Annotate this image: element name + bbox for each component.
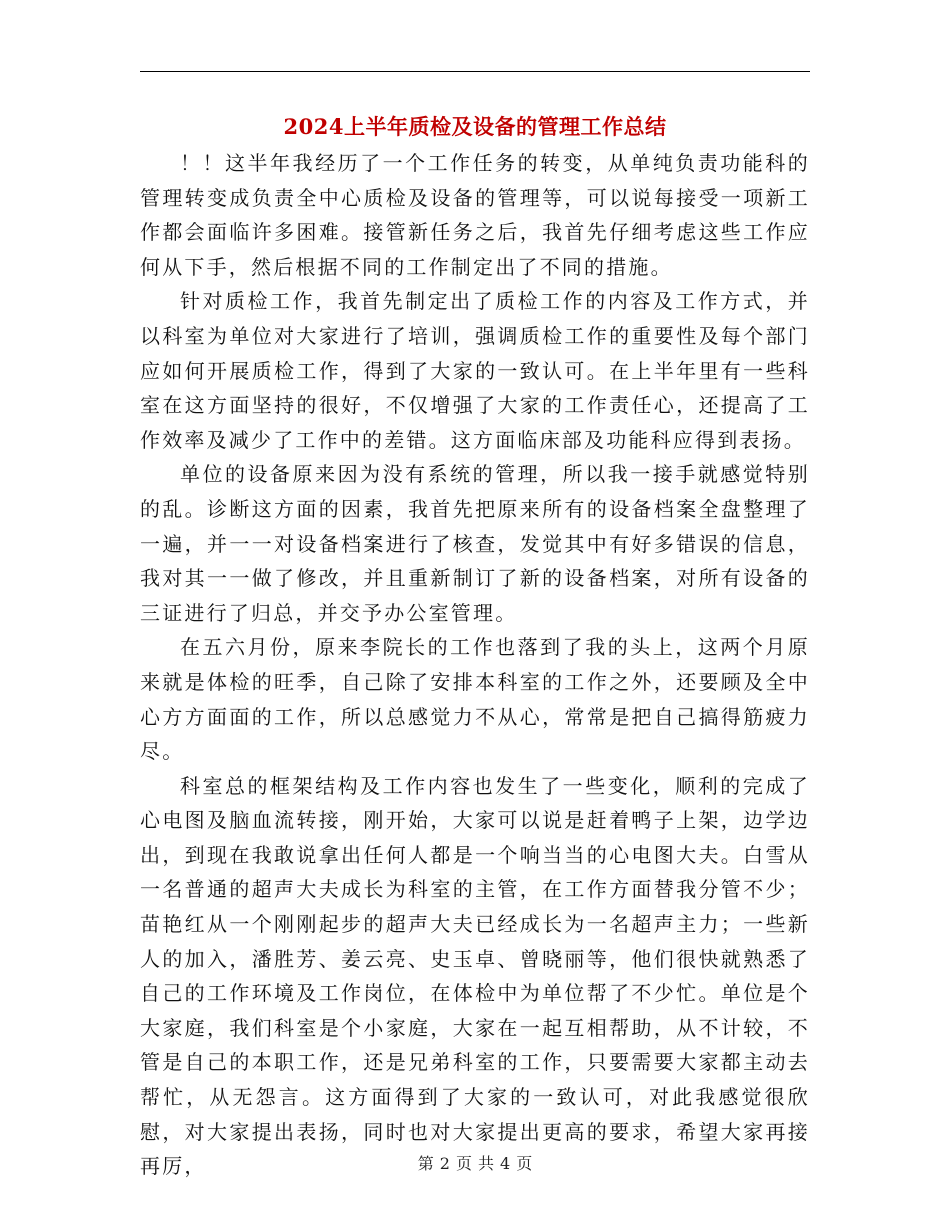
footer-total-word: 共 bbox=[478, 1154, 495, 1173]
footer-total-pages: 4 bbox=[500, 1154, 511, 1173]
paragraph-5: 科室总的框架结构及工作内容也发生了一些变化，顺利的完成了心电图及脑血流转接，刚开始，大家可以说是赶着鸭子上架，边学边出，到现在我敢说拿出任何人都是一个响当当的心电图大夫。白雪从一名普通的超声大夫成长为科室的主管，在工作方面替我分管不少；苗艳红从一个刚刚起步的超声大夫已经成长为一名超声主力；一些新人的加入，潘胜芳、姜云亮、史玉卓、曾晓丽等，他们很快就熟悉了自己的工作环境及工作岗位，在体检中为单位帮了不少忙。单位是个大家庭，我们科室是个小家庭，大家在一起互相帮助，从不计较，不管是自己的本职工作，还是兄弟科室的工作，只要需要大家都主动去帮忙，从无怨言。这方面得到了大家的一致认可，对此我感觉很欣慰，对大家提出表扬，同时也对大家提出更高的要求，希望大家再接再厉， bbox=[140, 773, 810, 1179]
paragraph-4: 在五六月份，原来李院长的工作也落到了我的头上，这两个月原来就是体检的旺季，自己除了安排本科室的工作之外，还要顾及全中心方方面面的工作，所以总感觉力不从心，常常是把自己搞得筋疲力尽。 bbox=[140, 635, 810, 764]
footer-prefix: 第 bbox=[417, 1154, 434, 1173]
document-body bbox=[140, 146, 810, 1184]
footer-suffix: 页 bbox=[516, 1154, 533, 1173]
paragraph-2: 针对质检工作，我首先制定出了质检工作的内容及工作方式，并以科室为单位对大家进行了培训，强调质检工作的重要性及每个部门应如何开展质检工作，得到了大家的一致认可。在上半年里有一些科室在这方面坚持的很好，不仅增强了大家的工作责任心，还提高了工作效率及减少了工作中的差错。这方面临床部及功能科应得到表扬。 bbox=[140, 289, 810, 452]
paragraph-3: 单位的设备原来因为没有系统的管理，所以我一接手就感觉特别的乱。诊断这方面的因素，我首先把原来所有的设备档案全盘整理了一遍，并一一对设备档案进行了核查，发觉其中有好多错误的信息，我对其一一做了修改，并且重新制订了新的设备档案，对所有设备的三证进行了归总，并交予办公室管理。 bbox=[140, 462, 810, 625]
page-footer bbox=[0, 1152, 950, 1176]
document-title: 2024上半年质检及设备的管理工作总结 bbox=[283, 114, 667, 139]
paragraph-1: ！！这半年我经历了一个工作任务的转变，从单纯负责功能科的管理转变成负责全中心质检及设备的管理等，可以说每接受一项新工作都会面临许多困难。接管新任务之后，我首先仔细考虑这些工作应何从下手，然后根据不同的工作制定出了不同的措施。 bbox=[140, 151, 810, 279]
footer-page-word: 页 bbox=[455, 1154, 472, 1173]
footer-current-page: 2 bbox=[439, 1154, 450, 1173]
header-rule bbox=[140, 71, 810, 72]
